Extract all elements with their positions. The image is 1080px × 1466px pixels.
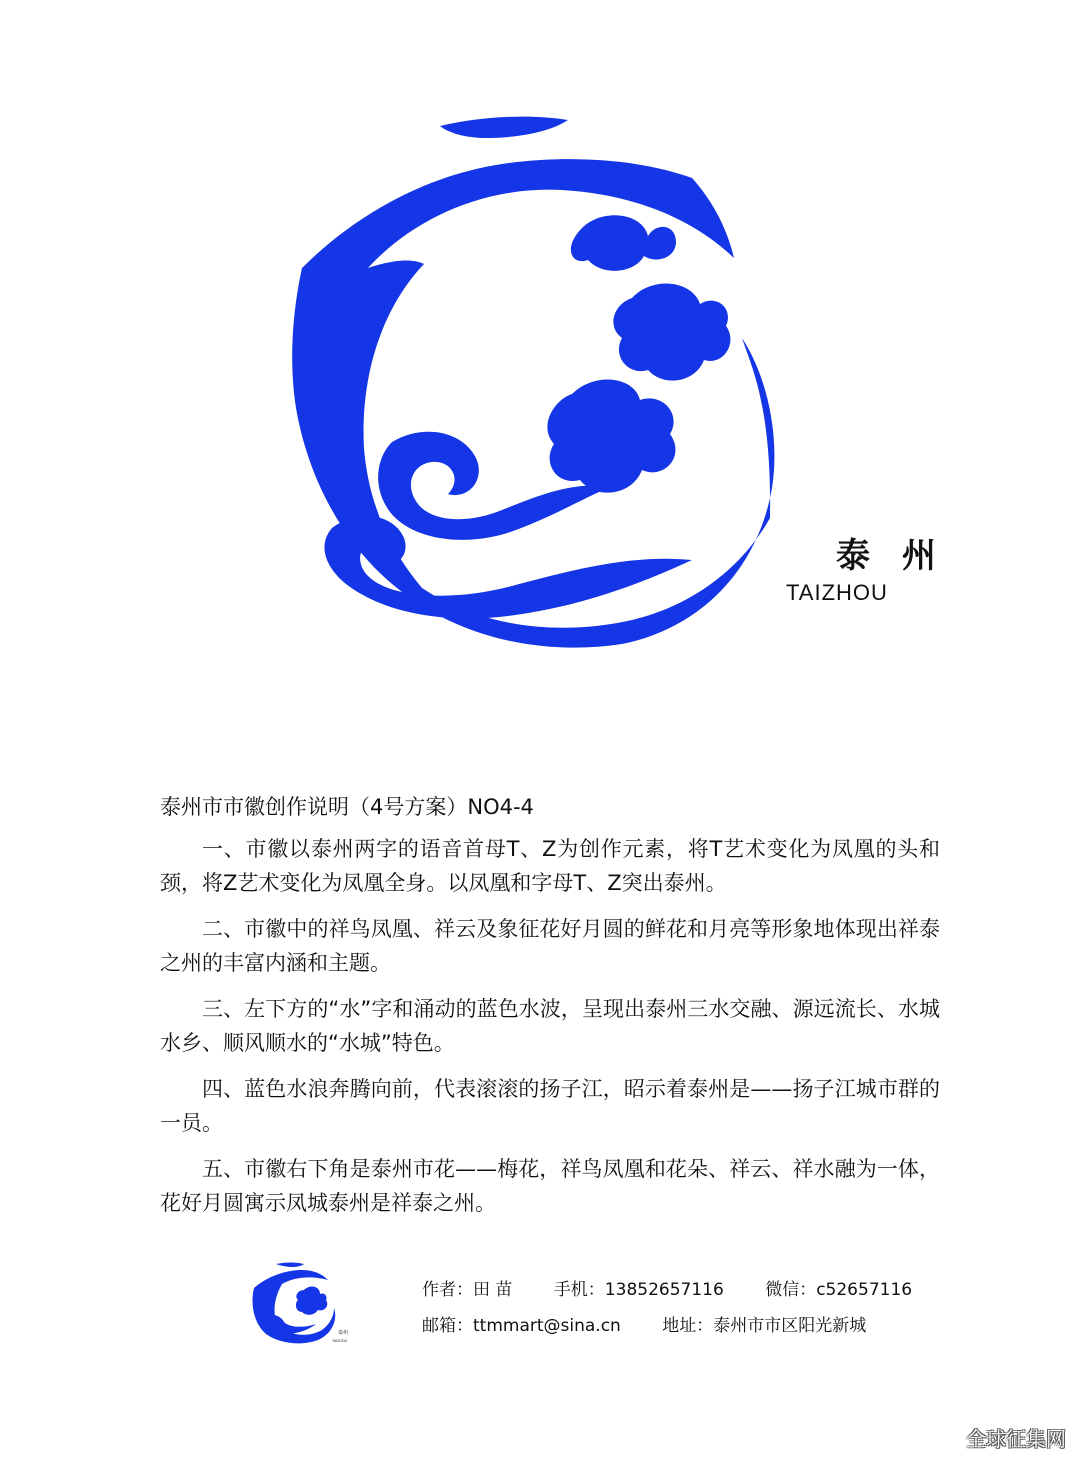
contact-row-1	[422, 1272, 912, 1308]
site-watermark: 全球征集网	[966, 1427, 1066, 1451]
contact-row-2	[422, 1308, 912, 1344]
description-paragraph-1: 一、市徽以泰州两字的语音首母T、Z为创作元素，将T艺术变化为凤凰的头和颈，将Z艺术变化为凤凰全身。以凤凰和字母T、Z突出泰州。	[160, 837, 940, 895]
description-paragraph-5: 五、市徽右下角是泰州市花——梅花，祥鸟凤凰和花朵、祥云、祥水融为一体，花好月圆寓示凤城泰州是祥泰之州。	[160, 1157, 940, 1215]
city-name-english: TAIZHOU	[786, 580, 888, 605]
emblem-graphic	[272, 108, 792, 648]
postal-address: 地址：泰州市市区阳光新城	[662, 1316, 867, 1336]
description-section	[160, 790, 940, 1232]
mini-city-en: TAIZHOU	[332, 1339, 348, 1343]
description-paragraph-4: 四、蓝色水浪奔腾向前，代表滚滚的扬子江，昭示着泰州是——扬子江城市群的一员。	[160, 1077, 940, 1135]
wechat-id: 微信：c52657116	[765, 1280, 913, 1300]
description-paragraph-3: 三、左下方的“水”字和涌动的蓝色水波，呈现出泰州三水交融、源远流长、水城水乡、顺风顺水的“水城”特色。	[160, 997, 940, 1055]
phone-number: 手机：13852657116	[553, 1280, 724, 1300]
description-title: 泰州市市徽创作说明（4号方案）NO4-4	[160, 795, 534, 819]
mini-emblem	[244, 1258, 354, 1348]
taizhou-emblem	[272, 108, 792, 648]
email-address: 邮箱：ttmmart@sina.cn	[422, 1316, 621, 1336]
contact-info	[422, 1272, 912, 1344]
description-paragraph-2: 二、市徽中的祥鸟凤凰、祥云及象征花好月圆的鲜花和月亮等形象地体现出祥泰之州的丰富内涵和主题。	[160, 917, 940, 975]
author-name: 作者：田 苗	[422, 1280, 513, 1300]
mini-emblem-graphic	[244, 1258, 354, 1348]
city-name-chinese: 泰 州	[836, 536, 946, 576]
mini-city-cn: 泰州	[338, 1330, 349, 1336]
